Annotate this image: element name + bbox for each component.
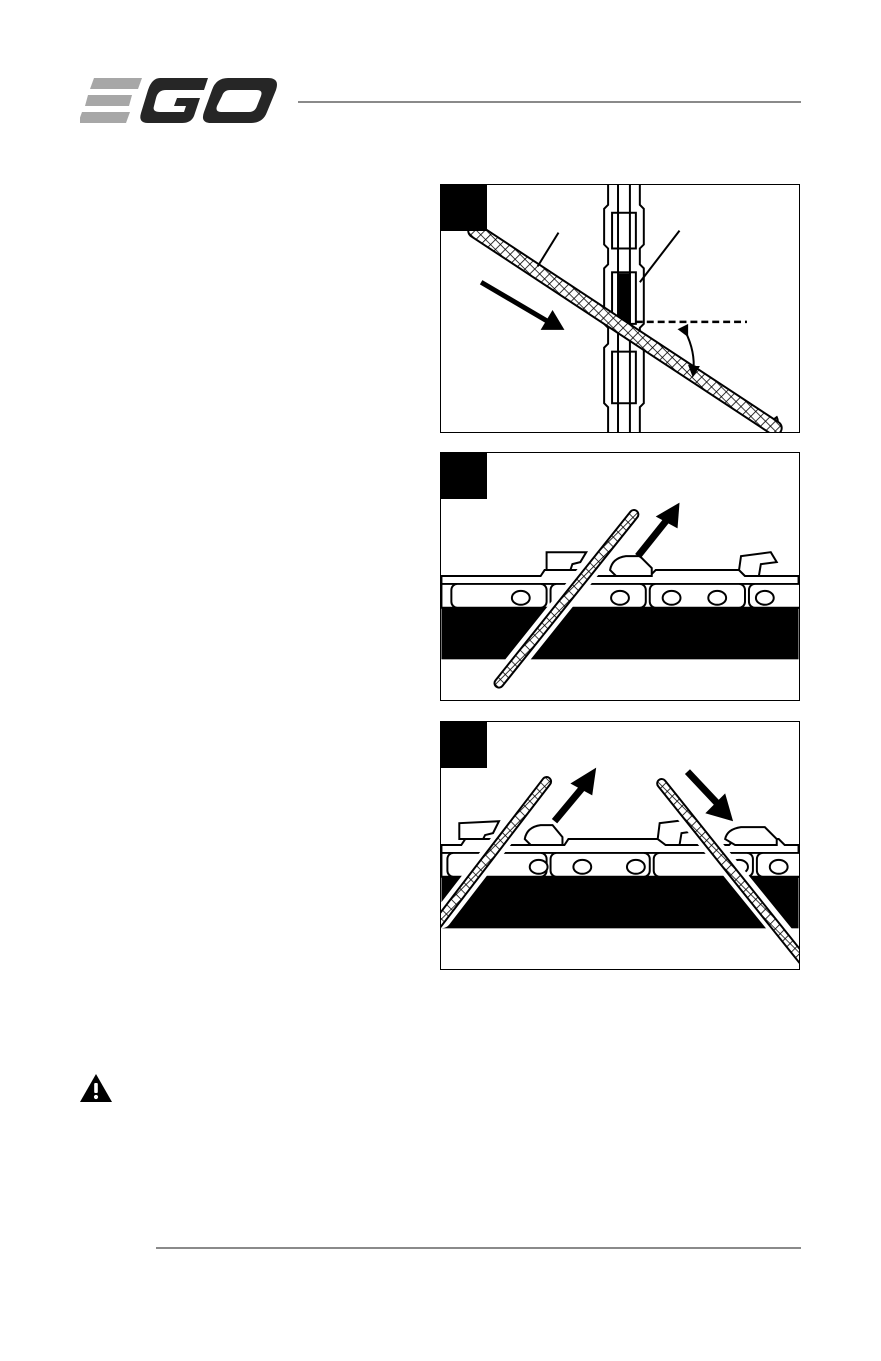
header-divider [298,101,801,103]
figure-b [440,452,800,701]
warning-triangle-icon [79,1073,113,1103]
figure-a-illustration [441,185,799,432]
figure-tab [441,722,487,768]
footer-divider [156,1247,801,1249]
figure-c [440,721,800,970]
figure-tab [441,453,487,499]
ego-logo [80,76,280,126]
figure-tab [441,185,487,231]
figure-a [440,184,800,433]
figure-b-illustration [441,453,799,700]
figure-c-illustration [441,722,799,969]
